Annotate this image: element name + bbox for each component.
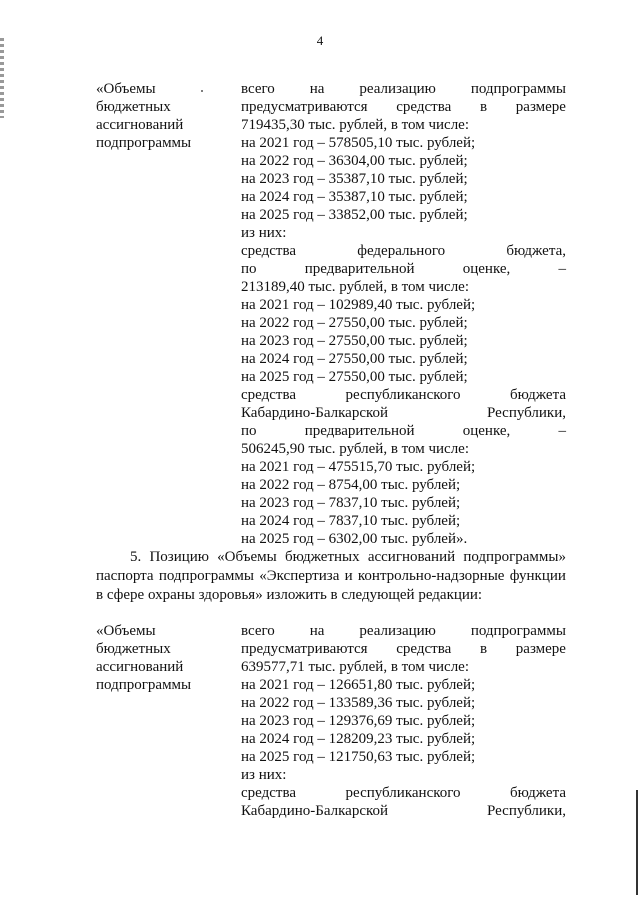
text-line: на 2023 год – 7837,10 тыс. рублей; (241, 495, 461, 511)
word: бюджета (510, 785, 566, 801)
spec-content (241, 622, 566, 820)
text-line (241, 802, 566, 820)
word: Республики, (487, 405, 566, 421)
text-line: на 2021 год – 475515,70 тыс. рублей; (241, 459, 476, 475)
text-line: на 2022 год – 8754,00 тыс. рублей; (241, 477, 461, 493)
margin-scan-mark (0, 38, 4, 118)
text-line (241, 386, 566, 404)
word: на (309, 623, 325, 639)
text-line: на 2023 год – 129376,69 тыс. рублей; (241, 713, 476, 729)
word: – (558, 423, 566, 439)
text-line: на 2025 год – 121750,63 тыс. рублей; (241, 749, 476, 765)
text-line: из них: (241, 225, 287, 241)
word: ассигнований (367, 549, 456, 565)
word: предусматриваются (241, 641, 368, 657)
stray-dot (201, 90, 203, 92)
word: предварительной (304, 261, 415, 277)
text-line (241, 404, 566, 422)
word: бюджетных (284, 549, 360, 565)
text-line: на 2025 год – 33852,00 тыс. рублей; (241, 207, 468, 223)
word: республиканского (345, 785, 461, 801)
word: в (479, 641, 488, 657)
text-line: на 2024 год – 35387,10 тыс. рублей; (241, 189, 468, 205)
page-number: 4 (316, 33, 324, 48)
word: размере (515, 641, 566, 657)
word: всего (241, 81, 275, 97)
spec-label-line: «Объемы (96, 623, 156, 639)
word: на (309, 81, 325, 97)
word: средства (396, 641, 452, 657)
word: Кабардино-Балкарской (241, 405, 389, 421)
word: подпрограммы» (463, 549, 566, 565)
word: «Экспертиза (259, 568, 340, 584)
text-line (96, 548, 566, 567)
word: Кабардино-Балкарской (241, 803, 389, 819)
text-line: на 2022 год – 133589,36 тыс. рублей; (241, 695, 476, 711)
word: подпрограммы (158, 568, 254, 584)
text-line: из них: (241, 767, 287, 783)
text-line (96, 567, 566, 586)
word: оценке, (462, 261, 511, 277)
word: реализацию (359, 81, 436, 97)
spec-label (96, 80, 231, 152)
word: Республики, (487, 803, 566, 819)
spec-label-line: «Объемы (96, 81, 156, 97)
word: оценке, (462, 423, 511, 439)
text-line: 506245,90 тыс. рублей, в том числе: (241, 441, 470, 457)
text-line (241, 640, 566, 658)
word: 5. (130, 549, 142, 565)
word: федерального (357, 243, 446, 259)
text-line: 639577,71 тыс. рублей, в том числе: (241, 659, 470, 675)
text-line (241, 98, 566, 116)
text-line (241, 80, 566, 98)
spec-label-line: ассигнований (96, 659, 184, 675)
word: и (344, 568, 353, 584)
spec-label-line: подпрограммы (96, 135, 192, 151)
spec-content (241, 80, 566, 548)
text-line: на 2021 год – 126651,80 тыс. рублей; (241, 677, 476, 693)
word: в (479, 99, 488, 115)
spec-label-line: бюджетных (96, 641, 171, 657)
word: подпрограммы (470, 623, 566, 639)
text-line: на 2023 год – 35387,10 тыс. рублей; (241, 171, 468, 187)
word: всего (241, 623, 275, 639)
margin-scan-line (636, 790, 638, 895)
word: средства (241, 243, 297, 259)
text-line: на 2024 год – 27550,00 тыс. рублей; (241, 351, 468, 367)
word: средства (241, 387, 297, 403)
word: бюджета, (506, 243, 566, 259)
text-line: на 2024 год – 128209,23 тыс. рублей; (241, 731, 476, 747)
text-line (241, 422, 566, 440)
word: «Объемы (217, 549, 277, 565)
word: предварительной (304, 423, 415, 439)
text-line: на 2022 год – 27550,00 тыс. рублей; (241, 315, 468, 331)
word: бюджета (510, 387, 566, 403)
word: реализацию (359, 623, 436, 639)
text-line: на 2022 год – 36304,00 тыс. рублей; (241, 153, 468, 169)
word: средства (396, 99, 452, 115)
spec-label-line: подпрограммы (96, 677, 192, 693)
text-line: 213189,40 тыс. рублей, в том числе: (241, 279, 470, 295)
text-line: на 2021 год – 102989,40 тыс. рублей; (241, 297, 476, 313)
word: республиканского (345, 387, 461, 403)
spec-label-line: бюджетных (96, 99, 171, 115)
text-line: в сфере охраны здоровья» изложить в следующей редакции: (96, 587, 483, 603)
word: – (558, 261, 566, 277)
text-line (241, 784, 566, 802)
text-line: на 2025 год – 27550,00 тыс. рублей; (241, 369, 468, 385)
word: предусматриваются (241, 99, 368, 115)
paragraph-item-5 (96, 548, 566, 605)
word: по (241, 423, 257, 439)
word: по (241, 261, 257, 277)
text-line: на 2024 год – 7837,10 тыс. рублей; (241, 513, 461, 529)
text-line (241, 242, 566, 260)
text-line: на 2025 год – 6302,00 тыс. рублей». (241, 531, 468, 547)
word: функции (509, 568, 566, 584)
text-line: на 2023 год – 27550,00 тыс. рублей; (241, 333, 468, 349)
text-line (241, 260, 566, 278)
word: паспорта (96, 568, 154, 584)
text-line: 719435,30 тыс. рублей, в том числе: (241, 117, 470, 133)
word: контрольно-надзорные (357, 568, 505, 584)
spec-label-line: ассигнований (96, 117, 184, 133)
word: Позицию (149, 549, 209, 565)
text-line (241, 622, 566, 640)
spec-label (96, 622, 231, 694)
word: размере (515, 99, 566, 115)
word: средства (241, 785, 297, 801)
text-line: на 2021 год – 578505,10 тыс. рублей; (241, 135, 476, 151)
word: подпрограммы (470, 81, 566, 97)
